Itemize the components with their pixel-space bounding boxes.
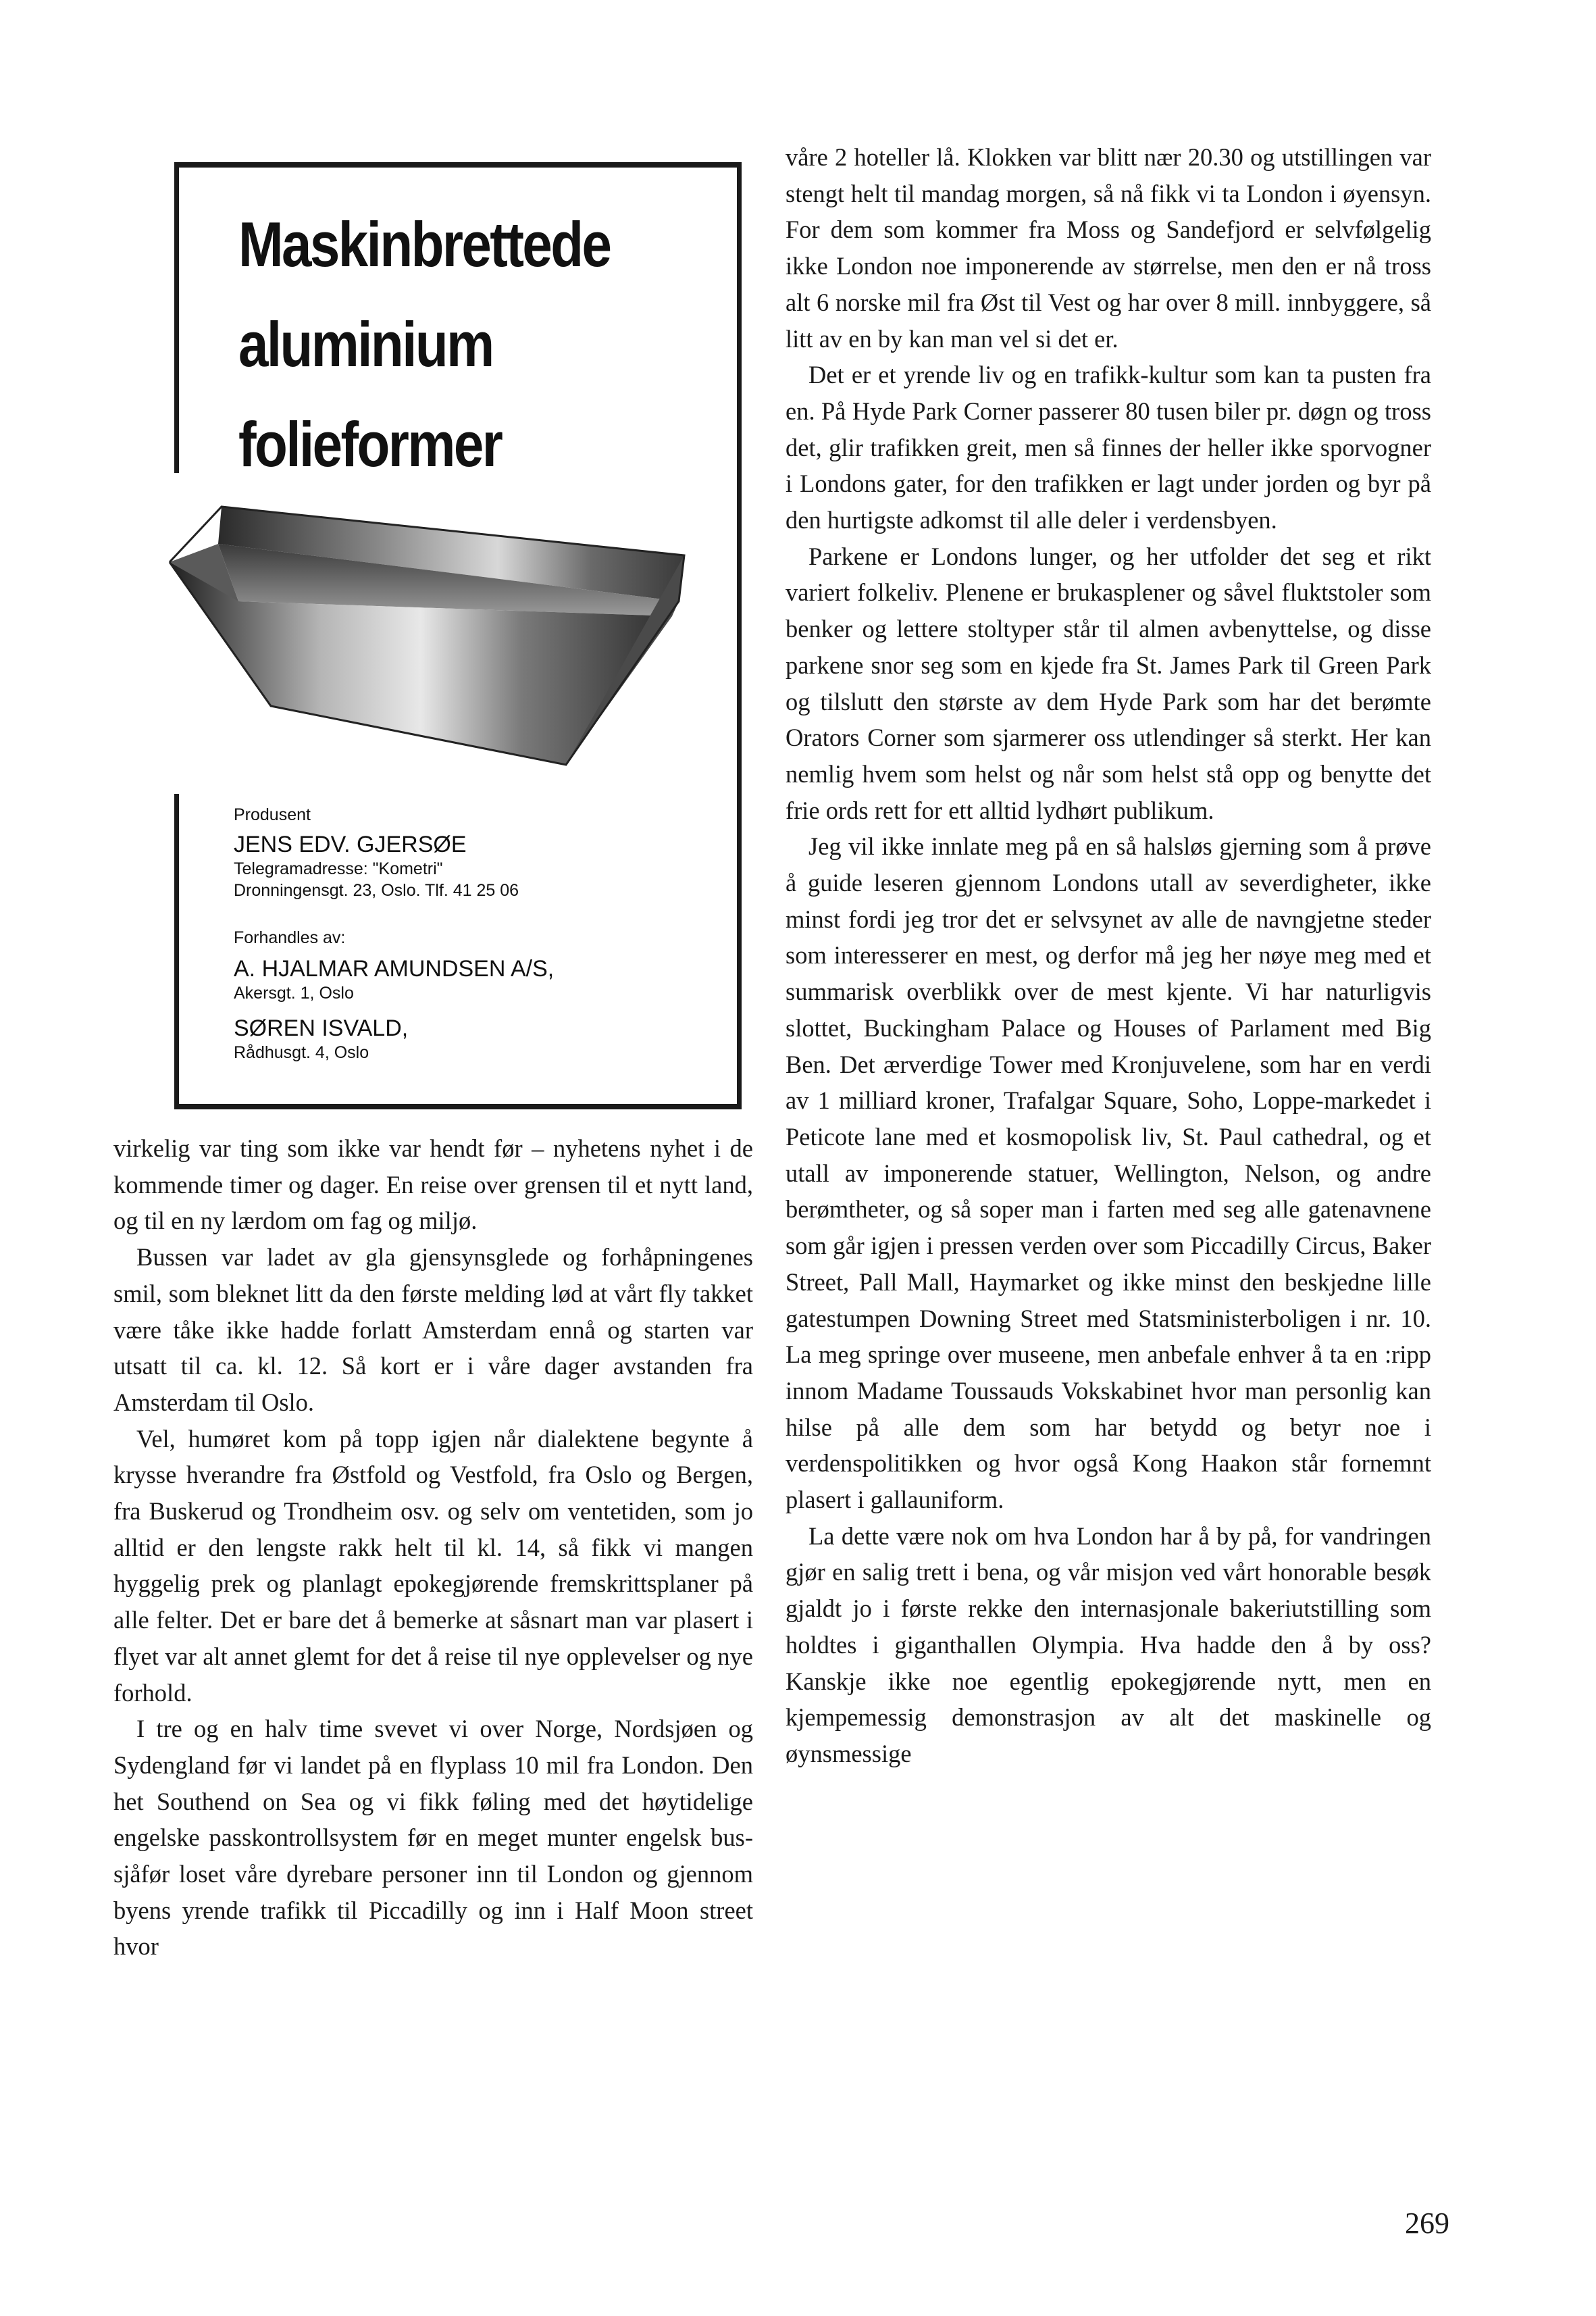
dealer-address: Rådhusgt. 4, Oslo: [234, 1043, 369, 1062]
paragraph: Det er et yrende liv og en trafikk-kultur som kan ta pusten fra en. På Hyde Park Corner passerer 80 tusen biler pr. døgn og tross det, glir trafikken greit, men så finnes der heller ikke sporvogner i Londons gater, for den trafikken er lagt under jorden og byr på den hurtigste adkomst til alle deler i verdensbyen.: [786, 361, 1431, 534]
ad-title-line: aluminium: [238, 309, 493, 380]
ad-title: [238, 195, 652, 495]
advertisement: [174, 162, 742, 1109]
dealer-name: A. HJALMAR AMUNDSEN A/S,: [234, 956, 555, 982]
producer-address: Dronningensgt. 23, Oslo. Tlf. 41 25 06: [234, 881, 519, 900]
dealer-address: Akersgt. 1, Oslo: [234, 984, 354, 1003]
paragraph: virkelig var ting som ikke var hendt før – nyhetens nyhet i de kommende timer og dager. En reise over grensen til et nytt land, og til en ny lærdom om fag og miljø.: [113, 1134, 753, 1235]
producer-name: JENS EDV. GJERSØE: [234, 832, 467, 857]
paragraph: I tre og en halv time svevet vi over Norge, Nordsjøen og Sydengland før vi landet på en flyplass 10 mil fra London. Den het Southend on Sea og vi fikk føling med det høytidelige engelske passkontrollsystem før en meget munter engelsk bus-sjåfør loset våre dyrebare personer inn til London og gjennom byens yrende trafikk til Piccadilly og inn i Half Moon street hvor: [113, 1715, 753, 1961]
paragraph: Bussen var ladet av gla gjensynsglede og forhåpningenes smil, som bleknet litt da den første melding lød at vårt fly takket være tåke ikke hadde forlatt Amsterdam ennå og starten var utsatt til ca. kl. 12. Så kort er i våre dager avstanden fra Amsterdam til Oslo.: [113, 1243, 753, 1416]
paragraph: Parkene er Londons lunger, og her utfolder det seg et rikt variert folkeliv. Plenene er brukasplener og såvel fluktstoler som benker og lettere stoltyper står til almen avbenyttelse, og disse parkene snor seg som en kjede fra St. James Park til Green Park og tilslutt den største av dem Hyde Park som har det berømte Orators Corner som sjarmerer oss utlendinger så sterkt. Her kan nemlig hvem som helst og når som helst stå opp og benytte det frie ords rett for ett alltid lydhørt publikum.: [786, 542, 1431, 824]
ad-border-right: [737, 162, 742, 1109]
ad-border-bottom: [174, 1104, 742, 1109]
ad-border-left-lower: [174, 794, 179, 1109]
paragraph: våre 2 hoteller lå. Klokken var blitt nær 20.30 og utstillingen var stengt helt til mandag morgen, så nå fikk vi ta London i øyensyn. For dem som kommer fra Moss og Sandefjord er selvfølgelig ikke London noe imponerende av størrelse, men den er nå tross alt 6 norske mil fra Øst til Vest og har over 8 mill. innbyggere, så litt av en by kan man vel si det er.: [786, 143, 1431, 353]
ad-title-line: Maskinbrettede: [238, 209, 611, 280]
dealer-name: SØREN ISVALD,: [234, 1015, 409, 1041]
producer-label: Produsent: [234, 805, 311, 824]
paragraph: Jeg vil ikke innlate meg på en så halsløs gjerning som å prøve å guide leseren gjennom Londons utall av severdigheter, ikke minst fordi jeg tror det er selvsynet av alle de navngjetne steder som interesserer en mest, og derfor må jeg her nøye meg med et summarisk overblikk over de mest kjente. Vi har naturligvis slottet, Buckingham Palace og Houses of Parlament med Big Ben. Det ærverdige Tower med Kronjuvelene, som har en verdi av 1 milliard kroner, Trafalgar Square, Soho, Loppe-markedet i Peticote lane med et kosmopolisk liv, St. Paul cathedral, og et utall av imponerende statuer, Wellington, Nelson, og andre berømtheter, og så soper man i farten med seg alle gatenavnene som går igjen i pressen verden over som Piccadilly Circus, Baker Street, Pall Mall, Haymarket og ikke minst den beskjedne lille gatestumpen Downing Street med Statsministerboligen i nr. 10. La meg springe over museene, men anbefale enhver å ta en :ripp innom Madame Toussauds Vokskabinet hvor man personlig kan hilse på alle dem som har betydd og betyr noe i verdenspolitikken og hvor også Kong Haakon står fornemnt plasert i gallauniform.: [786, 832, 1431, 1514]
sold-by-label: Forhandles av:: [234, 928, 346, 947]
paragraph: Vel, humøret kom på topp igjen når dialektene begynte å krysse hverandre fra Østfold og Vestfold, fra Oslo og Bergen, fra Buskerud og Trondheim osv. og selv om ventetiden, som jo alltid er den lengste rakk helt til kl. 14, så fikk vi mangen hyggelig prek og planlagt epokegjørende fremskrittsplaner på alle felter. Det er bare det å bemerke at såsnart man var plasert i flyet var alt annet glemt for det å reise til nye opplevelser og nye forhold.: [113, 1424, 753, 1707]
left-text-column: [113, 1130, 753, 1965]
ad-contact-block: [234, 804, 720, 1063]
right-text-column: [786, 139, 1431, 1772]
ad-border-left: [174, 162, 179, 473]
ad-title-line: folieformer: [238, 409, 502, 480]
telegram-address: Telegramadresse: "Kometri": [234, 859, 443, 878]
ad-border-top: [174, 162, 742, 168]
page-number: 269: [1405, 2207, 1449, 2240]
paragraph: La dette være nok om hva London har å by på, for vandringen gjør en salig trett i bena, og vår misjon ved vårt honorable besøk gjaldt jo i første rekke den internasjonale bakeriutstilling som holdtes i giganthallen Olympia. Hva hadde den å by oss? Kanskje ikke noe egentlig epokegjørende nytt, men en kjempemessig demonstrasjon av alt det maskinelle og øynsmessige: [786, 1521, 1431, 1767]
aluminium-foil-tray-image: [137, 500, 691, 770]
